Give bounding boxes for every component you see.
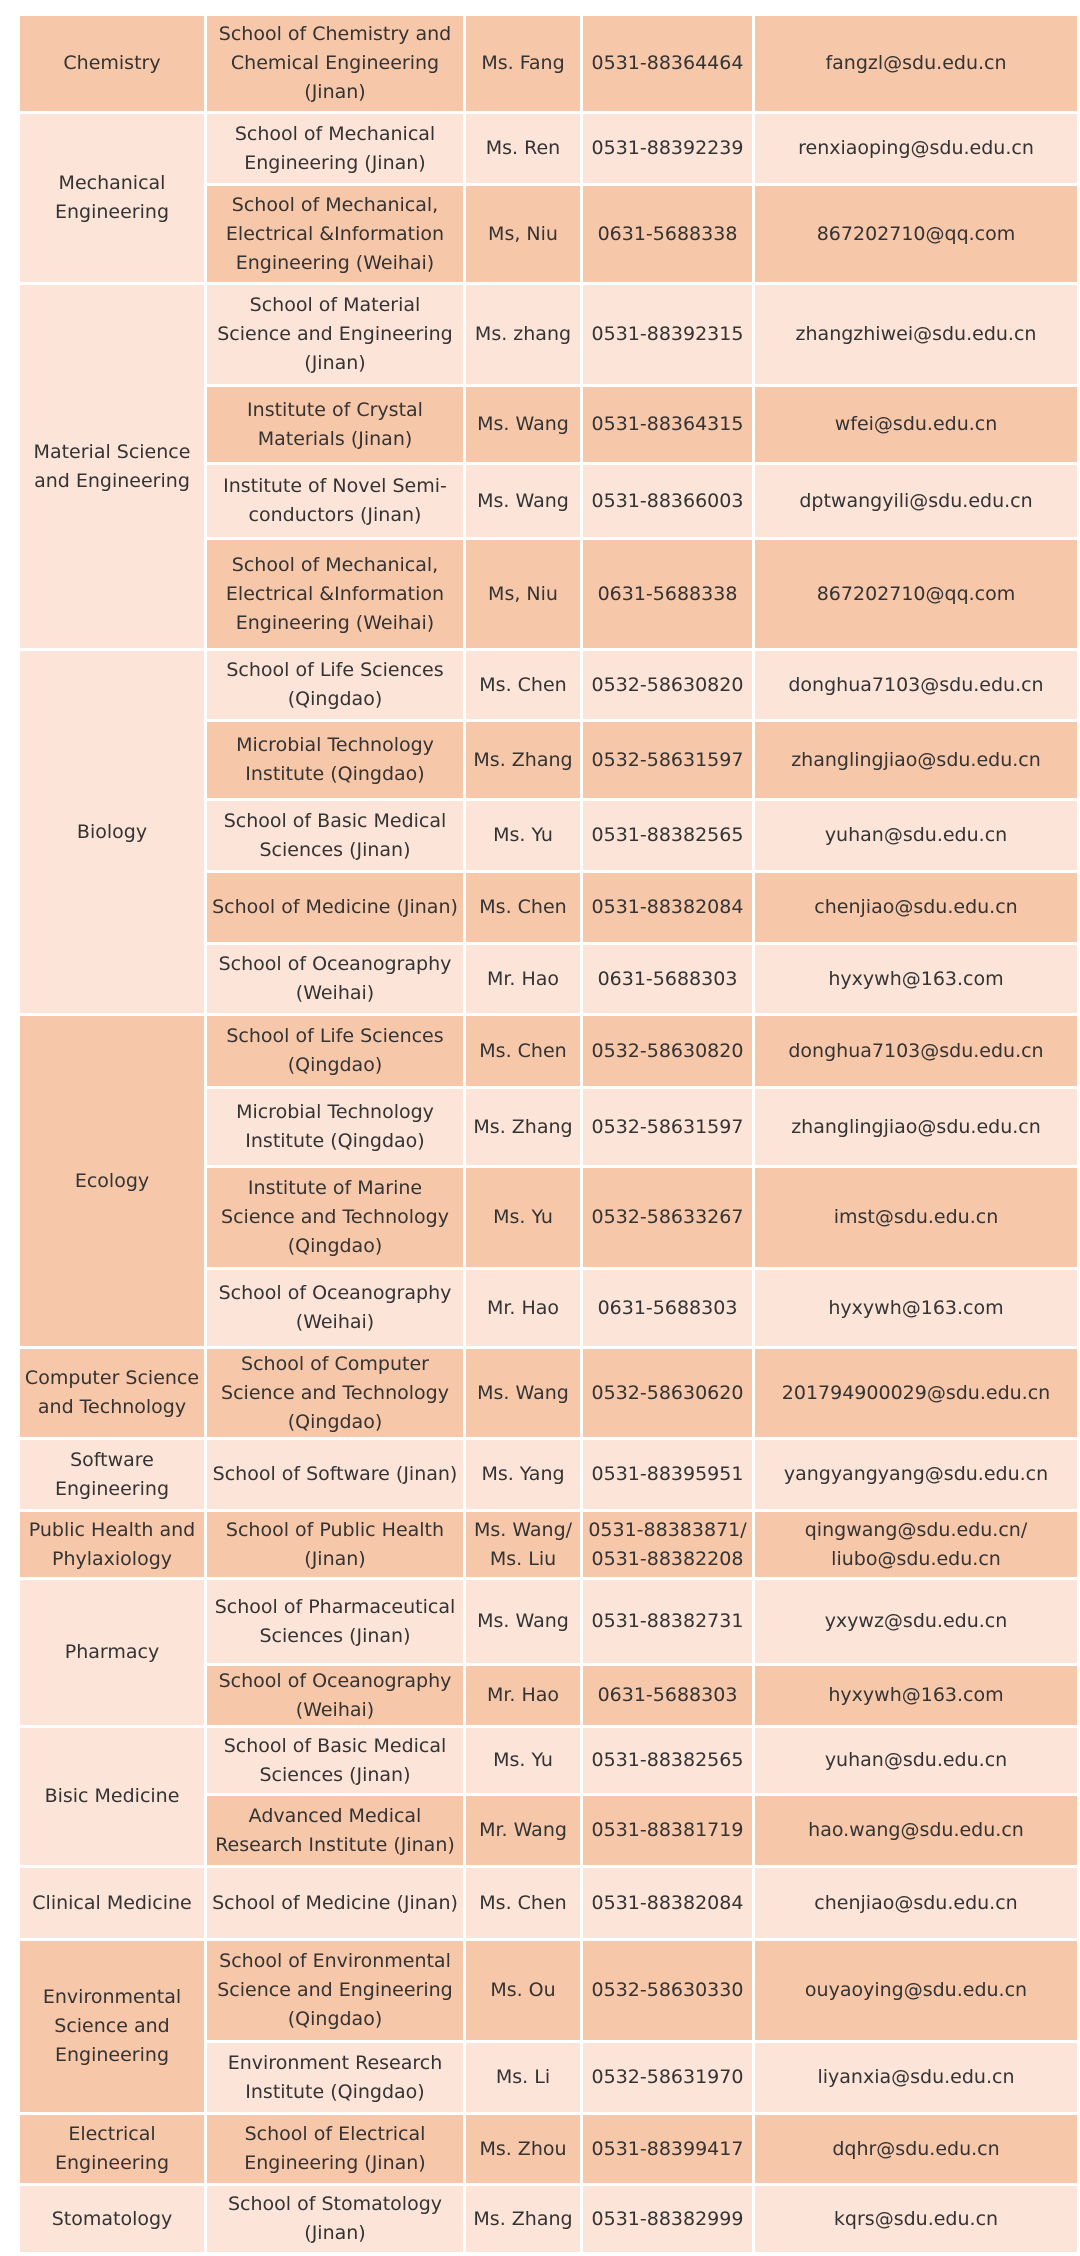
contact-cell: Ms. Fang (466, 16, 580, 111)
table-row (20, 1016, 1077, 1086)
email-cell: yuhan@sdu.edu.cn (755, 801, 1077, 870)
contact-cell: Ms. Ou (466, 1941, 580, 2040)
institution-cell: School of Oceanography (Weihai) (207, 1270, 463, 1346)
phone-cell: 0531-88392239 (583, 114, 752, 183)
major-cell: Environmental Science and Engineering (20, 1941, 204, 2112)
institution-cell: School of Basic Medical Sciences (Jinan) (207, 801, 463, 870)
phone-cell: 0531-88399417 (583, 2115, 752, 2183)
phone-cell: 0532-58633267 (583, 1168, 752, 1267)
institution-cell: School of Mechanical Engineering (Jinan) (207, 114, 463, 183)
institution-cell: School of Software (Jinan) (207, 1440, 463, 1509)
institution-cell: School of Oceanography (Weihai) (207, 945, 463, 1013)
major-cell: Mechanical Engineering (20, 114, 204, 282)
contact-cell: Ms. Yang (466, 1440, 580, 1509)
institution-cell: School of Pharmaceutical Sciences (Jinan) (207, 1580, 463, 1663)
phone-cell: 0531-88382565 (583, 801, 752, 870)
contact-cell: Ms. Li (466, 2043, 580, 2112)
phone-cell: 0531-88382084 (583, 1868, 752, 1938)
contact-cell: Ms. Chen (466, 651, 580, 719)
contact-cell: Ms. Zhang (466, 2186, 580, 2252)
major-cell: Ecology (20, 1016, 204, 1346)
email-cell: yuhan@sdu.edu.cn (755, 1728, 1077, 1793)
phone-cell: 0532-58631597 (583, 722, 752, 798)
table-row (20, 1868, 1077, 1938)
email-cell: chenjiao@sdu.edu.cn (755, 873, 1077, 942)
phone-cell: 0531-88382565 (583, 1728, 752, 1793)
contact-cell: Ms. Chen (466, 1016, 580, 1086)
major-cell: Chemistry (20, 16, 204, 111)
institution-cell: Advanced Medical Research Institute (Jinan) (207, 1796, 463, 1865)
major-cell: Pharmacy (20, 1580, 204, 1725)
email-cell: dqhr@sdu.edu.cn (755, 2115, 1077, 2183)
institution-cell: Institute of Novel Semi-conductors (Jinan) (207, 465, 463, 537)
contact-cell: Ms. Wang (466, 1580, 580, 1663)
institution-cell: School of Life Sciences (Qingdao) (207, 1016, 463, 1086)
major-cell: Stomatology (20, 2186, 204, 2252)
institution-cell: Microbial Technology Institute (Qingdao) (207, 722, 463, 798)
email-cell: hyxywh@163.com (755, 1270, 1077, 1346)
phone-cell: 0531-88364315 (583, 387, 752, 462)
institution-cell: School of Medicine (Jinan) (207, 873, 463, 942)
email-cell: zhanglingjiao@sdu.edu.cn (755, 722, 1077, 798)
contact-cell: Ms. Chen (466, 1868, 580, 1938)
major-cell: Bisic Medicine (20, 1728, 204, 1865)
institution-cell: Environment Research Institute (Qingdao) (207, 2043, 463, 2112)
major-cell: Clinical Medicine (20, 1868, 204, 1938)
phone-cell: 0531-88392315 (583, 285, 752, 384)
institution-cell: School of Electrical Engineering (Jinan) (207, 2115, 463, 2183)
contact-cell: Ms. zhang (466, 285, 580, 384)
institution-cell: School of Material Science and Engineering (Jinan) (207, 285, 463, 384)
contact-cell: Mr. Hao (466, 1666, 580, 1725)
contact-cell: Ms. Zhang (466, 722, 580, 798)
phone-cell: 0531-88383871/ 0531-88382208 (583, 1512, 752, 1577)
contacts-table-body (20, 16, 1077, 2252)
table-row (20, 285, 1077, 384)
contact-cell: Ms. Wang (466, 465, 580, 537)
institution-cell: School of Mechanical, Electrical &Information Engineering (Weihai) (207, 186, 463, 282)
contact-cell: Ms, Niu (466, 186, 580, 282)
phone-cell: 0531-88382084 (583, 873, 752, 942)
phone-cell: 0631-5688303 (583, 1270, 752, 1346)
email-cell: hyxywh@163.com (755, 1666, 1077, 1725)
email-cell: hao.wang@sdu.edu.cn (755, 1796, 1077, 1865)
email-cell: donghua7103@sdu.edu.cn (755, 651, 1077, 719)
phone-cell: 0631-5688303 (583, 945, 752, 1013)
major-cell: Electrical Engineering (20, 2115, 204, 2183)
contact-cell: Mr. Hao (466, 1270, 580, 1346)
phone-cell: 0531-88381719 (583, 1796, 752, 1865)
table-row (20, 2115, 1077, 2183)
table-row (20, 1728, 1077, 1793)
email-cell: zhangzhiwei@sdu.edu.cn (755, 285, 1077, 384)
email-cell: wfei@sdu.edu.cn (755, 387, 1077, 462)
contact-cell: Ms. Wang (466, 387, 580, 462)
phone-cell: 0532-58630330 (583, 1941, 752, 2040)
institution-cell: School of Public Health (Jinan) (207, 1512, 463, 1577)
table-row (20, 16, 1077, 111)
phone-cell: 0531-88366003 (583, 465, 752, 537)
table-row (20, 2186, 1077, 2252)
institution-cell: School of Oceanography (Weihai) (207, 1666, 463, 1725)
contact-cell: Ms. Chen (466, 873, 580, 942)
table-row (20, 1580, 1077, 1663)
institution-cell: School of Basic Medical Sciences (Jinan) (207, 1728, 463, 1793)
contact-cell: Ms. Wang/ Ms. Liu (466, 1512, 580, 1577)
contact-cell: Ms. Ren (466, 114, 580, 183)
major-cell: Software Engineering (20, 1440, 204, 1509)
email-cell: zhanglingjiao@sdu.edu.cn (755, 1089, 1077, 1165)
contact-cell: Mr. Hao (466, 945, 580, 1013)
phone-cell: 0532-58630820 (583, 1016, 752, 1086)
contact-cell: Ms. Yu (466, 801, 580, 870)
email-cell: yangyangyang@sdu.edu.cn (755, 1440, 1077, 1509)
phone-cell: 0531-88364464 (583, 16, 752, 111)
contact-cell: Ms. Wang (466, 1349, 580, 1437)
phone-cell: 0631-5688303 (583, 1666, 752, 1725)
phone-cell: 0531-88382731 (583, 1580, 752, 1663)
institution-cell: Institute of Crystal Materials (Jinan) (207, 387, 463, 462)
contact-cell: Ms. Zhou (466, 2115, 580, 2183)
major-cell: Material Science and Engineering (20, 285, 204, 648)
major-cell: Public Health and Phylaxiology (20, 1512, 204, 1577)
institution-cell: School of Computer Science and Technology (Qingdao) (207, 1349, 463, 1437)
institution-cell: School of Stomatology (Jinan) (207, 2186, 463, 2252)
email-cell: chenjiao@sdu.edu.cn (755, 1868, 1077, 1938)
email-cell: 867202710@qq.com (755, 186, 1077, 282)
table-row (20, 1349, 1077, 1437)
phone-cell: 0631-5688338 (583, 540, 752, 648)
email-cell: hyxywh@163.com (755, 945, 1077, 1013)
institution-cell: School of Environmental Science and Engineering (Qingdao) (207, 1941, 463, 2040)
email-cell: yxywz@sdu.edu.cn (755, 1580, 1077, 1663)
email-cell: renxiaoping@sdu.edu.cn (755, 114, 1077, 183)
table-row (20, 1512, 1077, 1577)
email-cell: 201794900029@sdu.edu.cn (755, 1349, 1077, 1437)
email-cell: 867202710@qq.com (755, 540, 1077, 648)
institution-cell: School of Life Sciences (Qingdao) (207, 651, 463, 719)
phone-cell: 0531-88382999 (583, 2186, 752, 2252)
contact-cell: Mr. Wang (466, 1796, 580, 1865)
institution-cell: School of Mechanical, Electrical &Information Engineering (Weihai) (207, 540, 463, 648)
email-cell: liyanxia@sdu.edu.cn (755, 2043, 1077, 2112)
email-cell: imst@sdu.edu.cn (755, 1168, 1077, 1267)
major-cell: Biology (20, 651, 204, 1013)
contact-cell: Ms. Yu (466, 1168, 580, 1267)
email-cell: donghua7103@sdu.edu.cn (755, 1016, 1077, 1086)
email-cell: kqrs@sdu.edu.cn (755, 2186, 1077, 2252)
phone-cell: 0531-88395951 (583, 1440, 752, 1509)
major-cell: Computer Science and Technology (20, 1349, 204, 1437)
phone-cell: 0532-58631597 (583, 1089, 752, 1165)
email-cell: fangzl@sdu.edu.cn (755, 16, 1077, 111)
contacts-table (17, 13, 1080, 2255)
institution-cell: School of Medicine (Jinan) (207, 1868, 463, 1938)
email-cell: qingwang@sdu.edu.cn/ liubo@sdu.edu.cn (755, 1512, 1077, 1577)
email-cell: ouyaoying@sdu.edu.cn (755, 1941, 1077, 2040)
phone-cell: 0532-58630820 (583, 651, 752, 719)
institution-cell: School of Chemistry and Chemical Engineering (Jinan) (207, 16, 463, 111)
table-row (20, 1941, 1077, 2040)
institution-cell: Microbial Technology Institute (Qingdao) (207, 1089, 463, 1165)
table-row (20, 114, 1077, 183)
phone-cell: 0532-58631970 (583, 2043, 752, 2112)
phone-cell: 0631-5688338 (583, 186, 752, 282)
table-row (20, 1440, 1077, 1509)
contact-cell: Ms, Niu (466, 540, 580, 648)
contact-cell: Ms. Zhang (466, 1089, 580, 1165)
institution-cell: Institute of Marine Science and Technology (Qingdao) (207, 1168, 463, 1267)
phone-cell: 0532-58630620 (583, 1349, 752, 1437)
email-cell: dptwangyili@sdu.edu.cn (755, 465, 1077, 537)
table-row (20, 651, 1077, 719)
contact-cell: Ms. Yu (466, 1728, 580, 1793)
